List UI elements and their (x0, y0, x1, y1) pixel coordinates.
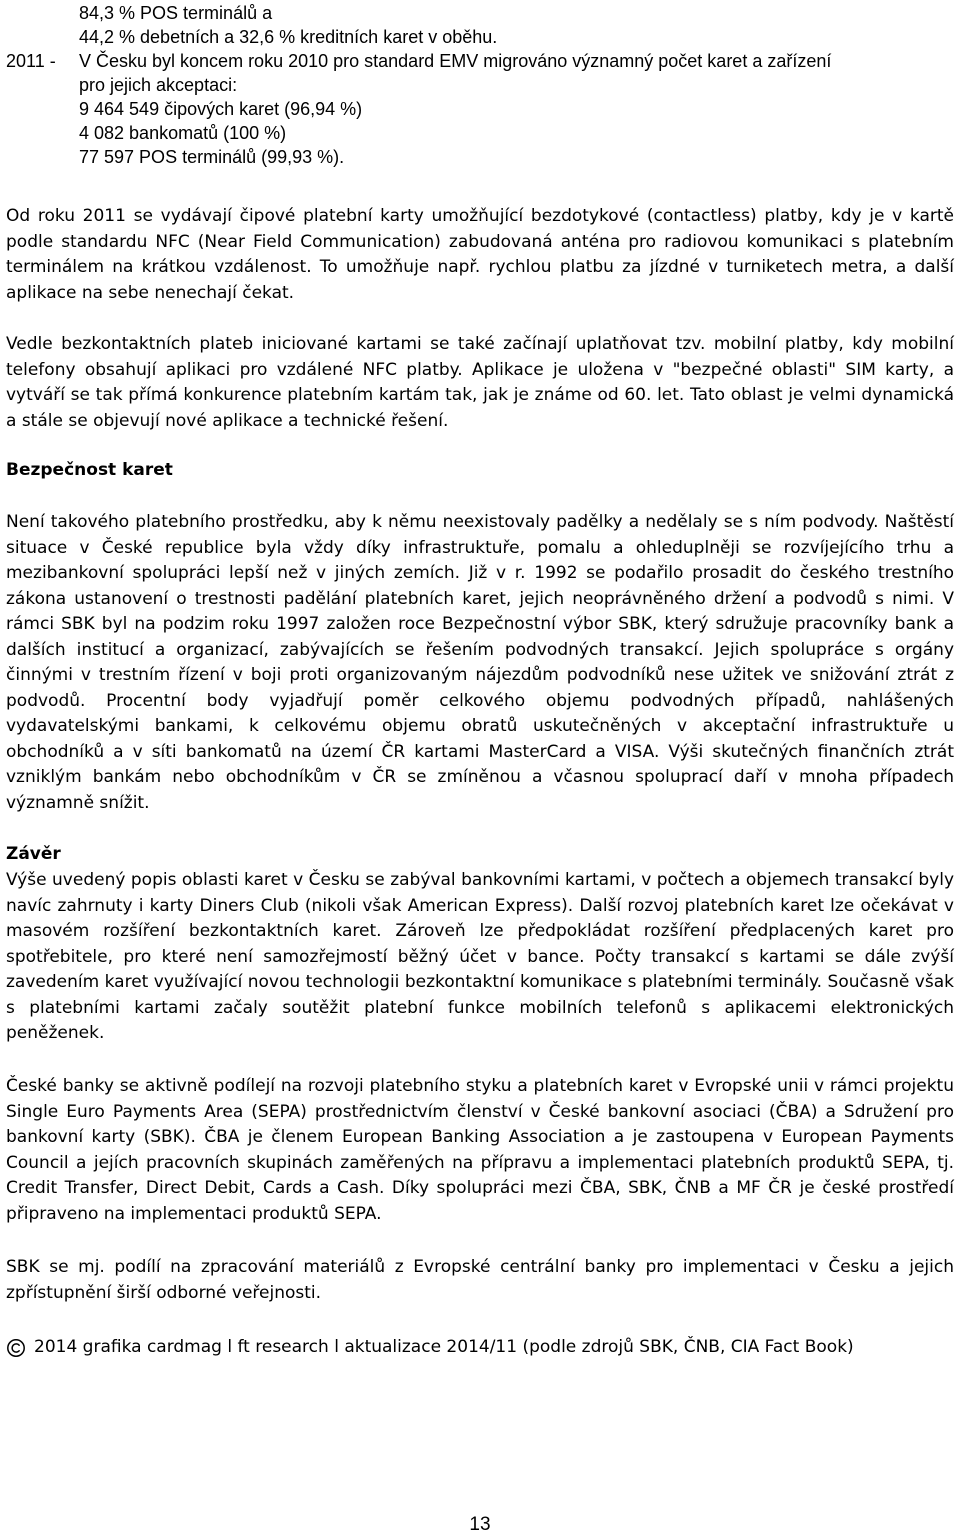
year-text: V Česku byl koncem roku 2010 pro standard EMV migrováno významný počet karet a zařízení (79, 51, 832, 71)
year-text-continuation (6, 73, 954, 97)
paragraph-security: Není takového platebního prostředku, aby k němu neexistovaly padělky a nedělaly se s ním podvody. Naštěstí situace v České republice byla vždy díky infrastruktuře, pomalu a ohleduplněji se rozvíjejícího trhu a mezibankovní spolupráci lepší než v jiných zemích. Již v r. 1992 se podařilo prosadit do českého trestního zákona ustanovení o trestnosti padělání platebních karet, jejich neoprávněného držení a podvodů s nimi. V rámci SBK byl na podzim roku 1997 založen roce Bezpečnostní výbor SBK, který sdružuje pracovníky bank a dalších institucí a organizací, zabývajících se řešením podvodných transakcí. Jejich spolupráce s orgány činnými v trestním řízení v boji proti organizovaným nájezdům podvodníků nese užitek ve snižování ztrát z podvodů. Procentní body vyjadřují poměr celkového objemu podvodných případů, nahlášených vydavatelskými bankami, k celkovému objemu obratů uskutečněných v akceptační infrastruktuře u obchodníků a v síti bankomatů na území ČR kartami MasterCard a VISA. Výši skutečných finančních ztrát vzniklým bankám nebo obchodníkům v ČR se zmíněnou a včasnou spoluprací daří v mnoha případech významně snížit. (6, 512, 954, 813)
paragraph-conclusion: Výše uvedený popis oblasti karet v Česku se zabýval bankovními kartami, v počtech a objemech transakcí byly navíc zahrnuty i karty Diners Club (nikoli však American Express). Další rozvoj platebních karet lze očekávat v masovém rozšíření bezkontaktních karet. Zároveň lze předpokládat rozšíření předplacených karet pro spotřebitele, pro které není samozřejmostí běžný účet v bance. Počty transakcí s kartami se dále zvýší zavedením karet využívající novou technologii bezkontaktní komunikace s platebními terminály. Současně však s platebními kartami začaly soutěžit platební funkce mobilních telefonů s aplikacemi elektronických peněženek. (6, 870, 954, 1043)
year-2011-row (6, 49, 954, 73)
stats-line-text: 84,3 % POS terminálů a (79, 3, 273, 23)
stats-line-text: 44,2 % debetních a 32,6 % kreditních karet v oběhu. (79, 27, 498, 47)
page-number: 13 (469, 1514, 491, 1535)
stats-line-cards (6, 25, 954, 49)
stats-item-chip-cards (6, 97, 954, 121)
paragraph-sepa: České banky se aktivně podílejí na rozvoji platebního styku a platebních karet v Evropské unii v rámci projektu Single Euro Payments Area (SEPA) prostřednictvím členství v České bankovní asociaci (ČBA) a Sdružení pro bankovní karty (SBK). ČBA je členem European Banking Association a je zastoupena v European Payments Council a jejích pracovních skupinách zaměřených na přípravu a implementaci platebních produktů SEPA, tj. Credit Transfer, Direct Debit, Cards a Cash. Díky spolupráci mezi ČBA, SBK, ČNB a MF ČR je české prostředí připraveno na implementaci produktů SEPA. (6, 1076, 954, 1224)
copyright-footer (6, 1335, 954, 1360)
stats-item-text: 9 464 549 čipových karet (96,94 %) (79, 99, 363, 119)
stats-item-text: 77 597 POS terminálů (99,93 %). (79, 147, 345, 167)
paragraph-sbk: SBK se mj. podílí na zpracování materiálů z Evropské centrální banky pro implementaci v Česku a jejich zpřístupnění širší odborné veřejnosti. (6, 1257, 954, 1303)
stats-item-pos (6, 145, 954, 169)
stats-line-pos-terminals (6, 1, 954, 25)
stats-item-atms (6, 121, 954, 145)
heading-conclusion: Závěr (6, 844, 61, 864)
copyright-text: 2014 grafika cardmag l ft research l aktualizace 2014/11 (podle zdrojů SBK, ČNB, CIA Fact Book) (34, 1337, 854, 1357)
paragraph-mobile-payments: Vedle bezkontaktních plateb iniciované kartami se také začínají uplatňovat tzv. mobilní platby, kdy mobilní telefony obsahují aplikaci pro vzdálené NFC platby. Aplikace je uložena v "bezpečné oblasti" SIM karty, a vytváří se tak přímá konkurence platebním kartám tak, jak je známe od 60. let. Tato oblast je velmi dynamická a stále se objevují nové aplikace a technické řešení. (6, 334, 954, 431)
year-text: pro jejich akceptaci: (79, 75, 238, 95)
copyright-icon (6, 1338, 26, 1358)
year-label: 2011 - (6, 51, 56, 71)
document-page (6, 0, 954, 1537)
stats-item-text: 4 082 bankomatů (100 %) (79, 123, 287, 143)
heading-security: Bezpečnost karet (6, 460, 173, 480)
paragraph-contactless: Od roku 2011 se vydávají čipové platební karty umožňující bezdotykové (contactless) platby, kdy je v kartě podle standardu NFC (Near Field Communication) zabudovaná anténa pro radiovou komunikaci s platebním terminálem na krátkou vzdálenost. To umožňuje např. rychlou platbu za jízdné v turniketech metra, a další aplikace na sebe nenechají čekat. (6, 206, 954, 303)
stats-block (6, 1, 954, 169)
